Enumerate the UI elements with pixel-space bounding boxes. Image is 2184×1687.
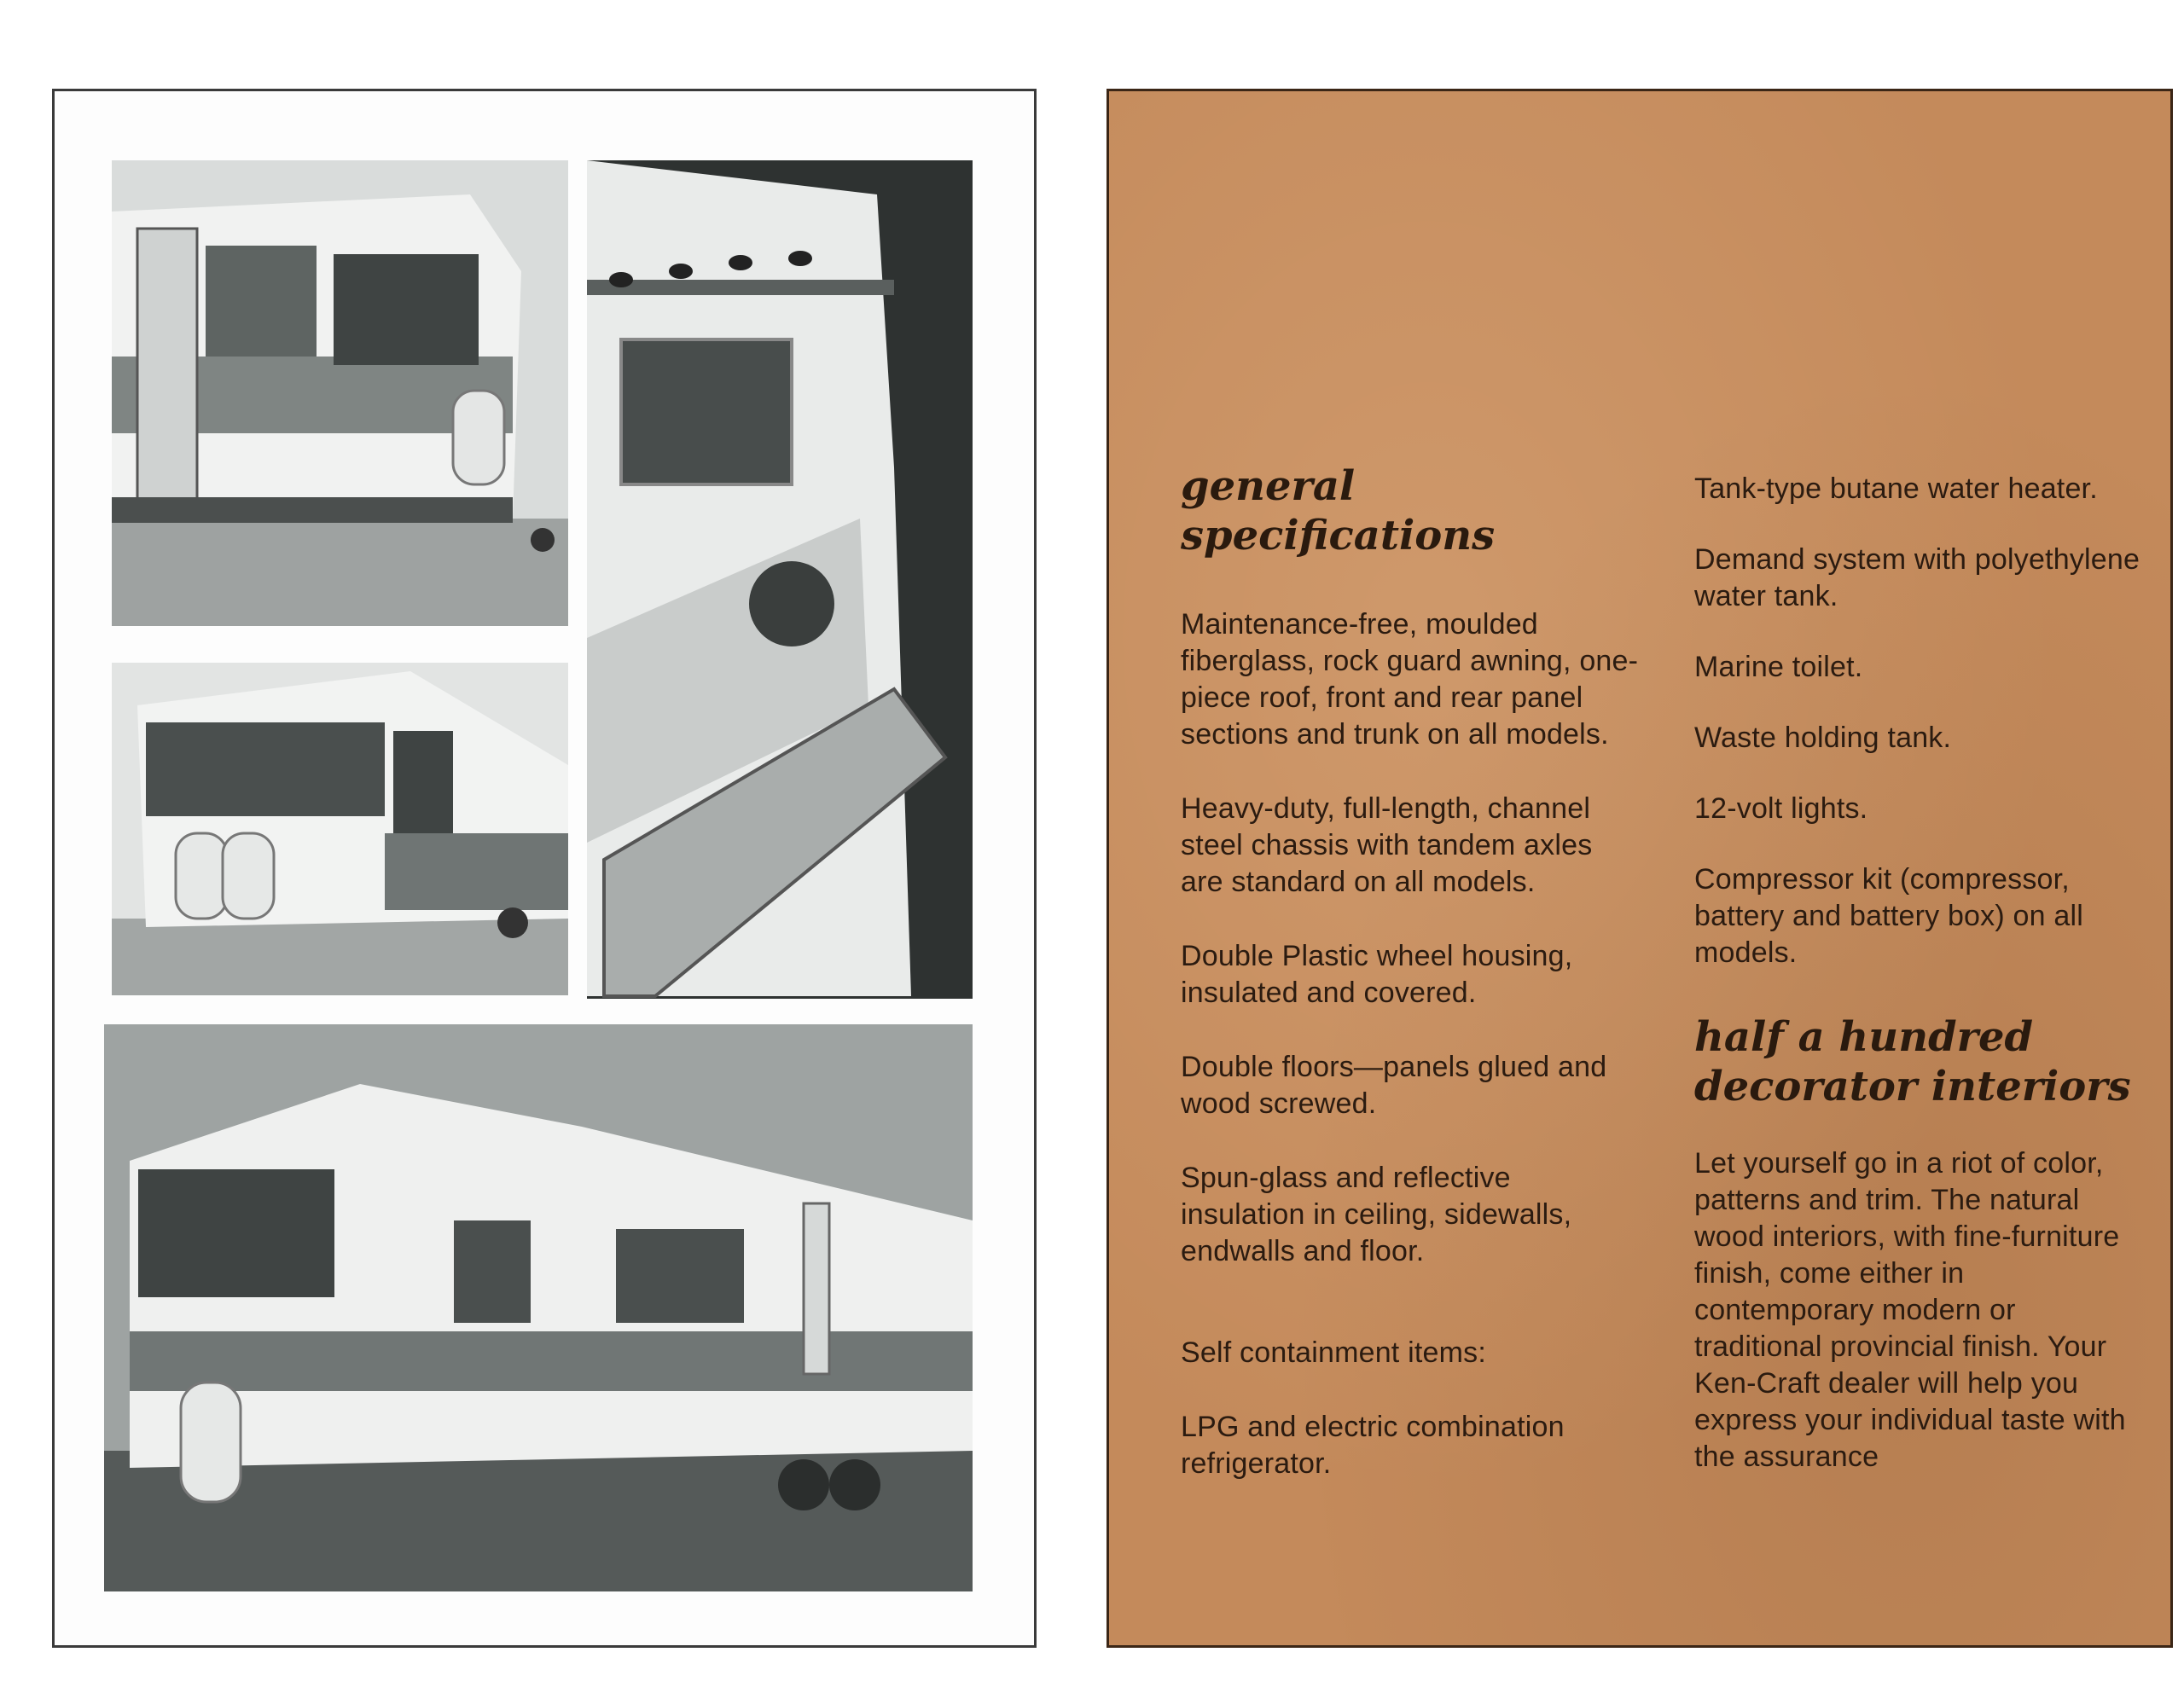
trailer-full-side-photo: [104, 1024, 973, 1591]
decorator-interiors-heading: [1694, 1012, 2146, 1111]
spec-item-compressor-kit: Compressor kit (compressor, battery and battery box) on all models.: [1694, 863, 2084, 969]
self-containment-label: Self containment items:: [1181, 1336, 1486, 1369]
spec-item-chassis: Heavy-duty, full-length, channel steel chassis with tandem axles are standard on all models.: [1181, 792, 1593, 898]
trailer-trunk-open-photo: [587, 160, 973, 999]
trailer-front-three-quarter-photo: [112, 160, 568, 626]
heading-line-general: general: [1181, 462, 1356, 510]
interiors-description: Let yourself go in a riot of color, patterns and trim. The natural wood interiors, with fine-furniture finish, come either in contemporary modern or traditional provincial finish. Your Ken-Craft dealer will help you express your individual taste with the assurance: [1694, 1147, 2126, 1473]
spec-item-wheel-housing: Double Plastic wheel housing, insulated and covered.: [1181, 940, 1573, 1009]
spec-item-marine-toilet: Marine toilet.: [1694, 651, 1863, 683]
specifications-left-column: [1181, 461, 1641, 1482]
spec-item-waste-tank: Waste holding tank.: [1694, 722, 1952, 754]
spec-item-floors: Double floors—panels glued and wood screwed.: [1181, 1051, 1607, 1120]
spec-item-water-tank: Demand system with polyethylene water tank.: [1694, 543, 2140, 612]
heading-line-specifications: specifications: [1181, 512, 1496, 559]
trailer-rear-three-quarter-photo: [112, 663, 568, 995]
photo-page: [52, 89, 1037, 1648]
spec-item-water-heater: Tank-type butane water heater.: [1694, 472, 2098, 505]
spec-item-lights: 12-volt lights.: [1694, 792, 1868, 825]
specifications-right-column: [1694, 471, 2146, 1475]
heading-line-decorator-interiors: decorator interiors: [1694, 1063, 2131, 1110]
specifications-panel: [1107, 89, 2173, 1648]
heading-line-half-a-hundred: half a hundred: [1694, 1013, 2034, 1061]
spec-item-insulation: Spun-glass and reflective insulation in ceiling, sidewalls, endwalls and floor.: [1181, 1162, 1572, 1267]
spec-item-fiberglass: Maintenance-free, moulded fiberglass, rock guard awning, one-piece roof, front and rear panel sections and trunk on all models.: [1181, 608, 1639, 751]
general-specifications-heading: [1181, 461, 1641, 560]
spec-item-refrigerator: LPG and electric combination refrigerator.: [1181, 1411, 1565, 1480]
